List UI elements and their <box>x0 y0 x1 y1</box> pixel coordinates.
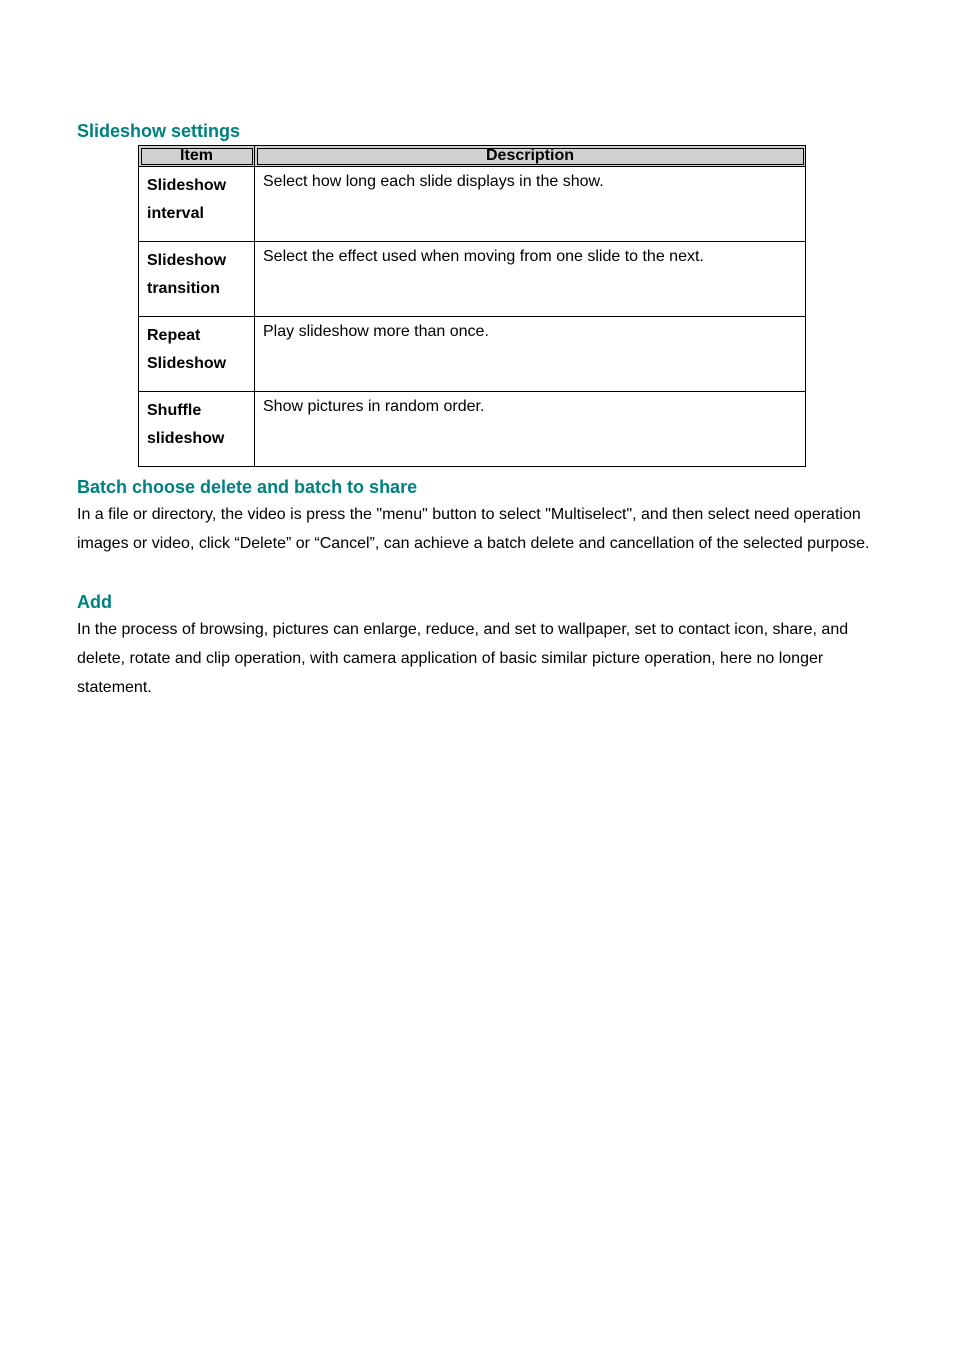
table-row <box>139 392 806 467</box>
description-cell: Show pictures in random order. <box>255 392 806 467</box>
description-cell: Select the effect used when moving from one slide to the next. <box>255 242 806 317</box>
column-header-description: Description <box>255 146 806 167</box>
item-cell: Slideshow transition <box>139 242 255 317</box>
add-paragraph: In the process of browsing, pictures can enlarge, reduce, and set to wallpaper, set to contact icon, share, and delete, rotate and clip operation, with camera application of basic similar picture operation, here no longer statement. <box>77 621 849 696</box>
item-cell: Shuffle slideshow <box>139 392 255 467</box>
slideshow-settings-table <box>138 145 806 467</box>
description-cell: Play slideshow more than once. <box>255 317 806 392</box>
column-header-item: Item <box>139 146 255 167</box>
table-row <box>139 317 806 392</box>
batch-heading: Batch choose delete and batch to share <box>77 477 418 497</box>
add-heading: Add <box>77 592 112 612</box>
table-header-row <box>139 146 806 167</box>
slideshow-settings-heading: Slideshow settings <box>77 121 241 141</box>
item-cell: Repeat Slideshow <box>139 317 255 392</box>
batch-paragraph: In a file or directory, the video is press the "menu" button to select "Multiselect", and then select need operation images or video, click “Delete” or “Cancel”, can achieve a batch delete and cancellation of the selected purpose. <box>77 506 870 552</box>
table-row <box>139 167 806 242</box>
item-cell: Slideshow interval <box>139 167 255 242</box>
table-row <box>139 242 806 317</box>
description-cell: Select how long each slide displays in the show. <box>255 167 806 242</box>
